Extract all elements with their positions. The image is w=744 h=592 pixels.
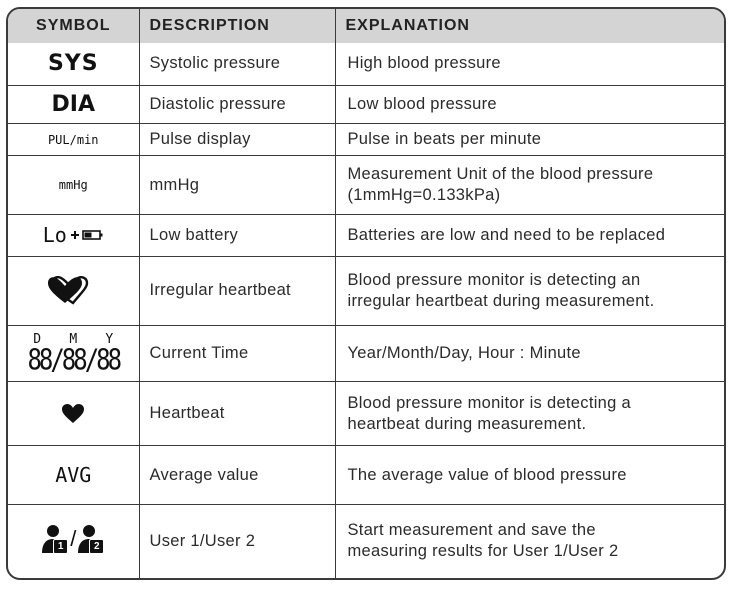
description-cell: Average value bbox=[139, 446, 335, 504]
lcd-digits: 88/88/88 bbox=[27, 343, 120, 378]
user-2-number: 2 bbox=[89, 539, 104, 554]
user-1-2-icon bbox=[42, 524, 104, 554]
lcd-date-icon bbox=[27, 332, 120, 378]
user-1-number: 1 bbox=[53, 539, 68, 554]
month-label: M bbox=[69, 332, 78, 348]
table-row bbox=[8, 214, 724, 256]
mmhg-symbol: mmHg bbox=[58, 178, 88, 193]
heart-icon bbox=[62, 404, 84, 424]
table-row bbox=[8, 504, 724, 578]
header-symbol: SYMBOL bbox=[8, 9, 139, 43]
explanation-cell: High blood pressure bbox=[335, 43, 724, 85]
explanation-line: Blood pressure monitor is detecting an bbox=[347, 270, 641, 289]
irregular-heartbeat-icon bbox=[48, 276, 98, 306]
description-cell: Low battery bbox=[139, 214, 335, 256]
description-cell: Current Time bbox=[139, 325, 335, 381]
explanation-line: (1mmHg=0.133kPa) bbox=[347, 186, 501, 205]
sys-symbol: SYS bbox=[47, 51, 99, 77]
explanation-line: Measurement Unit of the blood pressure bbox=[347, 165, 654, 184]
explanation-cell: Low blood pressure bbox=[335, 85, 724, 123]
table-row bbox=[8, 381, 724, 445]
explanation-cell: The average value of blood pressure bbox=[335, 446, 724, 504]
symbol-table bbox=[8, 9, 724, 578]
description-cell: Diastolic pressure bbox=[139, 85, 335, 123]
table-row bbox=[8, 446, 724, 504]
header-description: DESCRIPTION bbox=[139, 9, 335, 43]
day-label: D bbox=[33, 332, 42, 348]
pul-min-symbol: PUL/min bbox=[47, 132, 99, 147]
explanation-cell bbox=[335, 156, 724, 214]
explanation-cell: Pulse in beats per minute bbox=[335, 124, 724, 156]
description-cell: Systolic pressure bbox=[139, 43, 335, 85]
header-explanation: EXPLANATION bbox=[335, 9, 724, 43]
description-cell: User 1/User 2 bbox=[139, 504, 335, 578]
explanation-cell: Year/Month/Day, Hour : Minute bbox=[335, 325, 724, 381]
user-1-icon bbox=[42, 524, 68, 554]
explanation-line: heartbeat during measurement. bbox=[347, 414, 587, 433]
table-row bbox=[8, 85, 724, 123]
user-2-icon bbox=[78, 524, 104, 554]
description-cell: Irregular heartbeat bbox=[139, 257, 335, 326]
explanation-line: Blood pressure monitor is detecting a bbox=[347, 393, 631, 412]
user-separator: / bbox=[70, 525, 77, 551]
explanation-line: Start measurement and save the bbox=[347, 521, 596, 540]
dia-symbol: DIA bbox=[51, 91, 95, 117]
explanation-cell bbox=[335, 381, 724, 445]
low-battery-text: Lo bbox=[42, 223, 67, 248]
avg-symbol: AVG bbox=[55, 463, 92, 488]
table-row bbox=[8, 124, 724, 156]
table-row bbox=[8, 325, 724, 381]
explanation-line: irregular heartbeat during measurement. bbox=[347, 291, 655, 310]
description-cell: Heartbeat bbox=[139, 381, 335, 445]
low-battery-icon bbox=[43, 223, 104, 247]
year-label: Y bbox=[105, 332, 114, 348]
table-row bbox=[8, 257, 724, 326]
table-row bbox=[8, 156, 724, 214]
explanation-cell: Batteries are low and need to be replaced bbox=[335, 214, 724, 256]
symbol-table-container bbox=[6, 7, 726, 580]
description-cell: mmHg bbox=[139, 156, 335, 214]
description-cell: Pulse display bbox=[139, 124, 335, 156]
table-row bbox=[8, 43, 724, 85]
explanation-cell bbox=[335, 504, 724, 578]
explanation-line: measuring results for User 1/User 2 bbox=[347, 542, 619, 561]
explanation-cell bbox=[335, 257, 724, 326]
